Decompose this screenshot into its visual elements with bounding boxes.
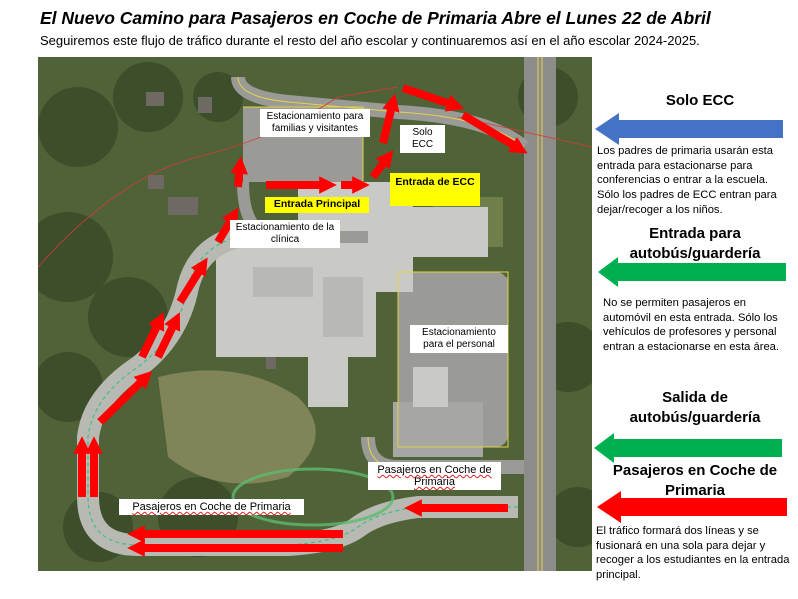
legend-bus-exit-arrow: [594, 432, 784, 464]
legend-bus-entry-arrow: [598, 256, 788, 288]
legend-bus-entry-heading: Entrada para autobús/guardería: [629, 225, 761, 262]
label-ecc-entrance: Entrada de ECC: [390, 173, 480, 206]
label-car-rider-right: Pasajeros en Coche de Primaria: [368, 462, 501, 490]
legend-car-rider-heading: Pasajeros en Coche de Primaria: [612, 462, 778, 499]
page-title: El Nuevo Camino para Pasajeros en Coche de Primaria Abre el Lunes 22 de Abril: [40, 8, 711, 28]
legend-ecc-text: Los padres de primaria usarán esta entrada para estacionarse para conferencias o entrar a la escuela. Sólo los padres de ECC entran para dejar/recoger a los niños.: [597, 145, 777, 216]
legend-car-rider-arrow: [597, 490, 789, 524]
label-main-entrance: Entrada Principal: [265, 197, 369, 213]
page-subtitle: Seguiremos este flujo de tráfico durante el resto del año escolar y continuaremos así en el año escolar 2024-2025.: [40, 33, 700, 48]
legend-ecc-arrow: [595, 112, 785, 146]
legend-car-rider-text: El tráfico formará dos líneas y se fusionará en una sola para dejar y recoger a los estudiantes en la entrada principal.: [596, 525, 790, 582]
label-car-rider-bottom: Pasajeros en Coche de Primaria: [119, 499, 304, 515]
legend-bus-exit-heading: Salida de autobús/guardería: [629, 389, 761, 426]
legend-bus-entry-text: No se permiten pasajeros en automóvil en esta entrada. Sólo los vehículos de profesores y personal entran a estacionarse en esta área.: [603, 297, 780, 354]
aerial-map: [38, 57, 592, 571]
label-family-parking: Estacionamiento para familias y visitantes: [260, 109, 370, 137]
legend-ecc-heading: Solo ECC: [665, 92, 735, 109]
label-clinic-parking: Estacionamiento de la clínica: [230, 220, 340, 248]
label-ecc-only: Solo ECC: [400, 125, 445, 153]
label-staff-parking: Estacionamiento para el personal: [410, 325, 508, 353]
